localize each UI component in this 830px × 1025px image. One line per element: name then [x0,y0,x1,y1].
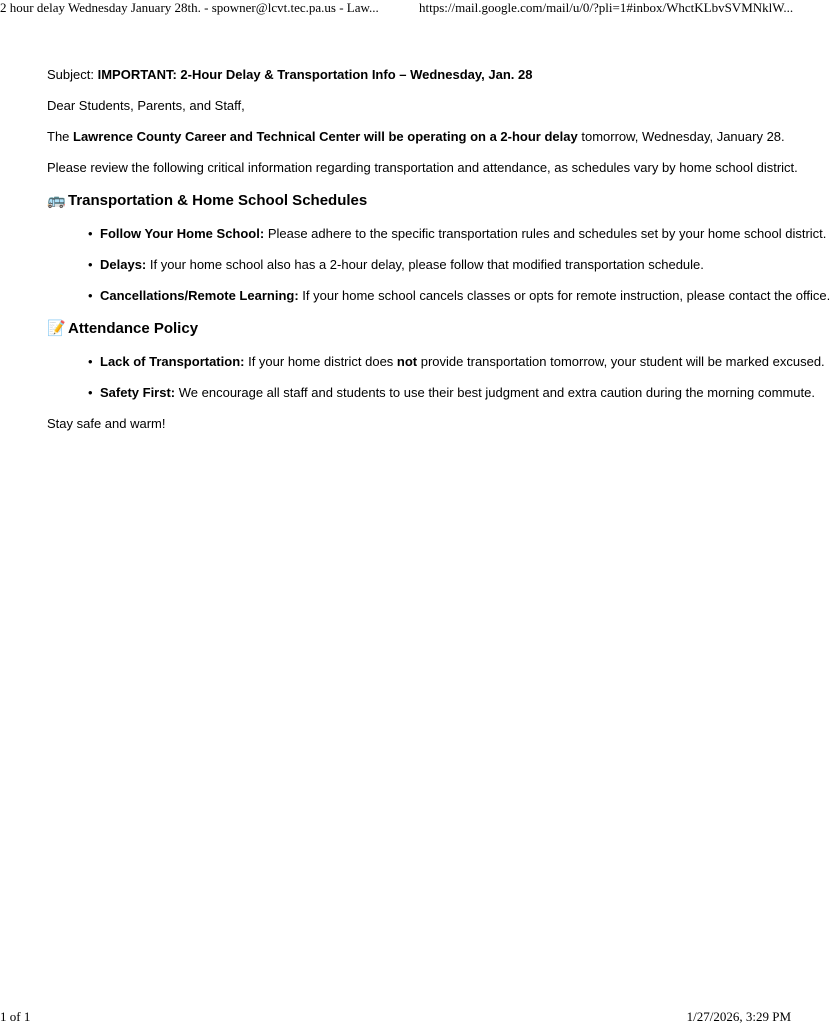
list-item-text: provide transportation tomorrow, your student will be marked excused. [417,354,825,369]
intro-post: tomorrow, Wednesday, January 28. [577,129,785,144]
list-item-text: If your home school cancels classes or opts for remote instruction, please contact the office. [298,288,830,303]
list-item [100,225,827,243]
list-item [100,353,825,371]
list-item-text: We encourage all staff and students to use their best judgment and extra caution during the morning commute. [175,385,815,400]
attendance-list [47,353,825,402]
list-item-label: Safety First: [100,385,176,400]
email-greeting: Dear Students, Parents, and Staff, [47,98,245,113]
intro-bold: Lawrence County Career and Technical Center will be operating on a 2-hour delay [73,129,578,144]
section-heading-transportation [47,190,744,211]
subject-label: Subject: [47,67,98,82]
list-item-pre: If your home district does [244,354,397,369]
section-heading-text: Attendance Policy [68,320,199,337]
print-datetime: 1/27/2026, 3:29 PM [686,1009,791,1024]
list-item [100,384,815,402]
email-body [47,66,830,446]
list-item-text: Please adhere to the specific transportation rules and schedules set by your home school district. [264,226,827,241]
list-item [100,287,830,305]
email-intro [47,128,785,146]
email-closing: Stay safe and warm! [47,416,166,431]
memo-icon: 📝 [47,319,66,337]
email-subject: IMPORTANT: 2-Hour Delay & Transportation Info – Wednesday, Jan. 28 [97,67,533,82]
transportation-list [47,225,830,305]
section-heading-text: Transportation & Home School Schedules [68,192,368,209]
intro-pre: The [47,129,74,144]
email-review-note: Please review the following critical information regarding transportation and attendance, as schedules vary by home school district. [47,160,798,175]
list-item-text: If your home school also has a 2-hour delay, please follow that modified transportation schedule. [146,257,704,272]
list-item-label: Delays: [100,257,147,272]
list-item-label: Follow Your Home School: [100,226,265,241]
list-item-label: Lack of Transportation: [100,354,245,369]
list-item [100,256,744,274]
list-item-label: Cancellations/Remote Learning: [100,288,299,303]
print-header [0,0,794,18]
print-footer [0,1009,791,1025]
bus-icon: 🚌 [47,191,66,209]
print-header-title: 2 hour delay Wednesday January 28th. - spowner@lcvt.tec.pa.us - Law... [0,0,379,15]
email-subject-line [47,66,744,84]
list-item-emphasis: not [396,354,418,369]
print-header-url: https://mail.google.com/mail/u/0/?pli=1#inbox/WhctKLbvSVMNklW... [419,0,794,15]
page-count: 1 of 1 [0,1009,31,1024]
section-heading-attendance [47,318,744,339]
